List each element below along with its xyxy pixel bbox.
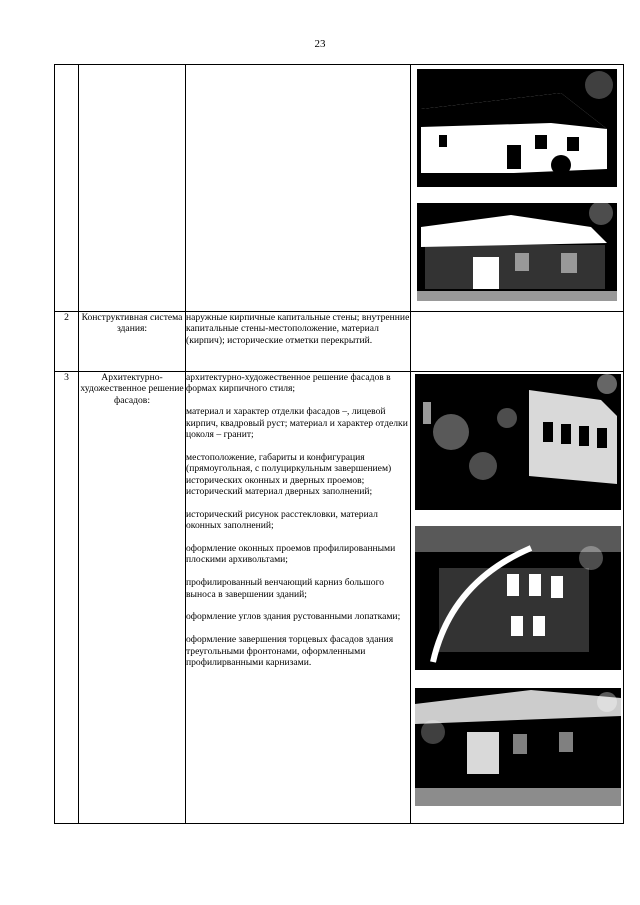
table-row (55, 372, 624, 824)
photo-cell (411, 65, 624, 312)
building-photo (411, 65, 623, 311)
row-number-cell (55, 65, 79, 312)
row-name-cell: Архитектурно-художественное решение фасадов: (79, 372, 186, 824)
description-paragraph: оформление оконных проемов профилированными плоскими архивольтами; (186, 543, 396, 566)
description-paragraph: материал и характер отделки фасадов –, лицевой кирпич, квадровый руст; материал и характер отделки цоколя – гранит; (186, 406, 408, 441)
photo-cell (411, 372, 624, 824)
row-number-cell: 3 (55, 372, 79, 824)
building-photo (411, 372, 623, 822)
row-description-cell (186, 312, 411, 372)
description-paragraph: наружные кирпичные капитальные стены; внутренние капитальные стены-местоположение, материал (кирпич); исторические отметки перекрытий. (186, 312, 410, 346)
photo-cell (411, 312, 624, 372)
row-name-cell: Конструктивная система здания: (79, 312, 186, 372)
row-description-cell (186, 65, 411, 312)
description-paragraph: оформление завершения торцевых фасадов здания треугольными фронтонами, оформленными профилирванными карнизами. (186, 634, 394, 669)
description-paragraph: профилированный венчающий карниз большого выноса в завершении зданий; (186, 577, 385, 600)
row-name-cell (79, 65, 186, 312)
row-number-cell: 2 (55, 312, 79, 372)
description-paragraph: архитектурно-художественное решение фасадов в формах кирпичного стиля; (186, 372, 391, 395)
table-row (55, 65, 624, 312)
description-paragraph: исторический рисунок расстекловки, материал оконных заполнений; (186, 508, 378, 532)
description-paragraph: местоположение, габариты и конфигурация (прямоугольная, с полуциркульным завершением) исторических оконных и дверных проемов; исторический материал дверных заполнений; (186, 451, 392, 498)
description-paragraph: оформление углов здания рустованными лопатками; (186, 611, 401, 623)
table-row (55, 312, 624, 372)
row-description-cell (186, 372, 411, 824)
page-number: 23 (314, 38, 326, 50)
monument-table (54, 64, 624, 824)
